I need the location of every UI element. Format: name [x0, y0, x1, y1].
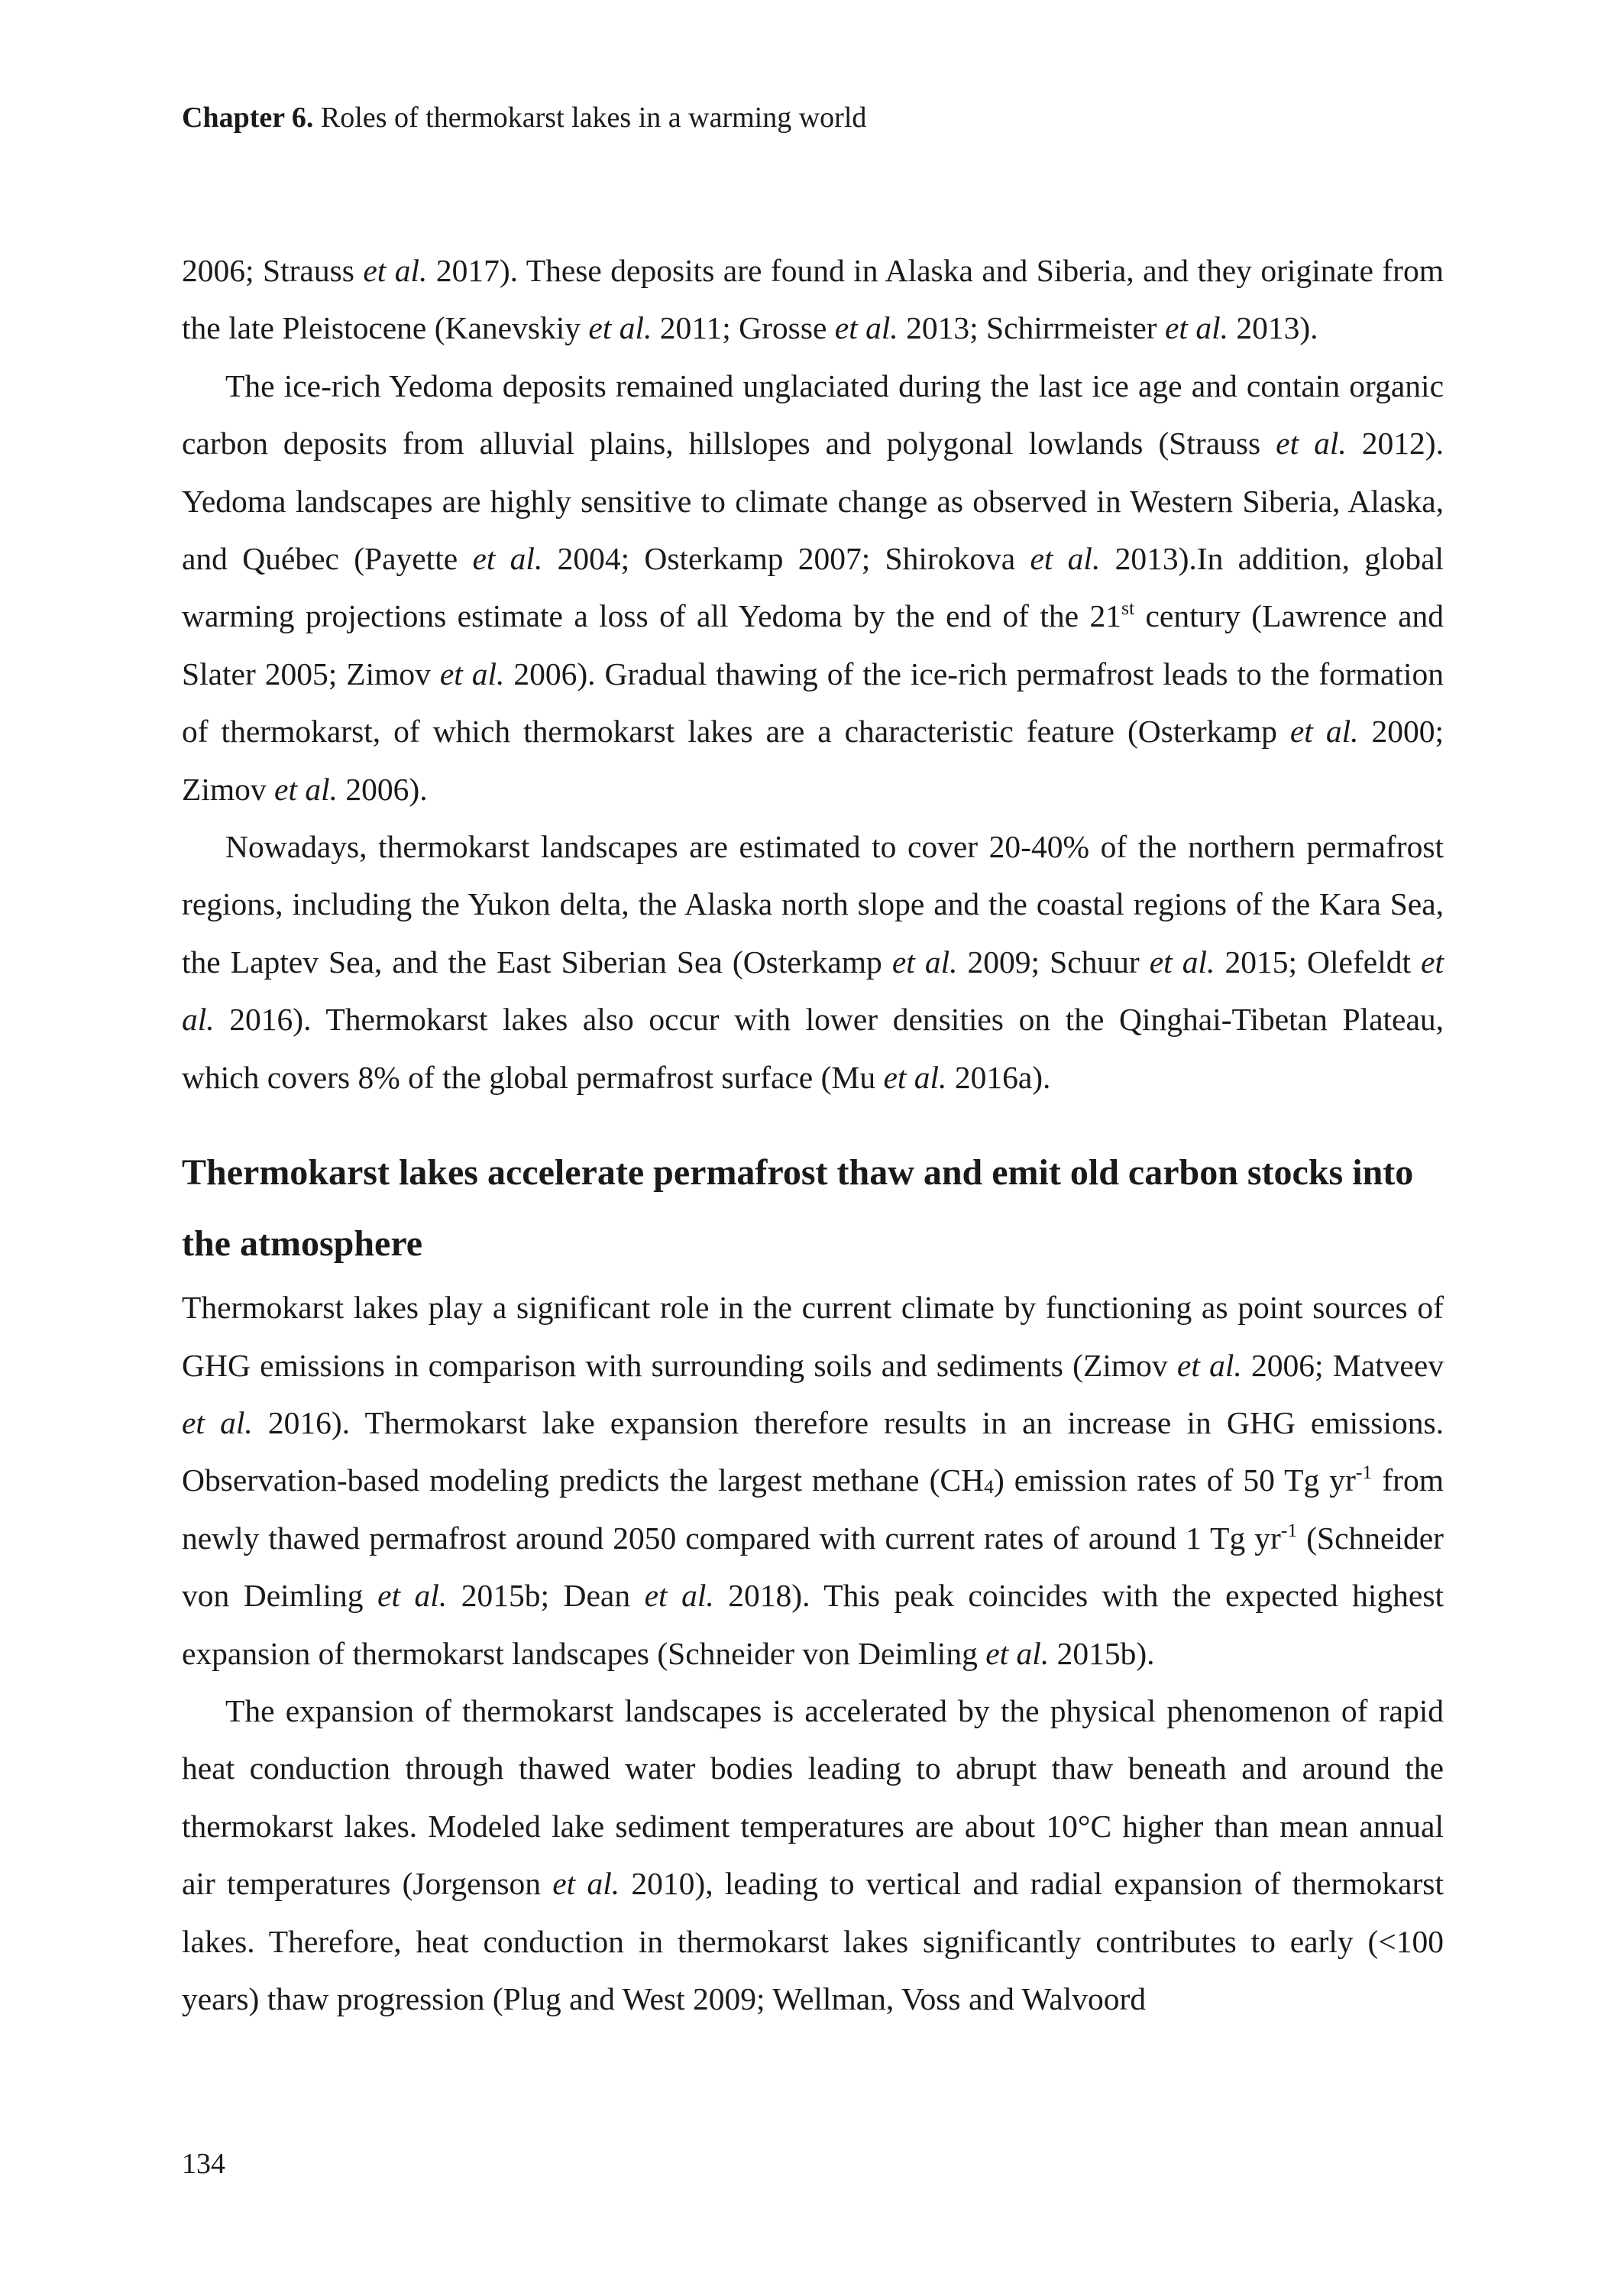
paragraph-3: Nowadays, thermokarst landscapes are estimated to cover 20-40% of the northern permafrost regions, including the Yukon delta, the Alaska north slope and the coastal regions of the Kara Sea, the Laptev Sea, and the East Siberian Sea (Osterkamp et al. 2009; Schuur et al. 2015; Olefeldt et al. 2016). Thermokarst lakes also occur with lower densities on the Qinghai-Tibetan Plateau, which covers 8% of the global permafrost surface (Mu et al. 2016a).: [182, 829, 1444, 1095]
paragraph-2: The ice-rich Yedoma deposits remained unglaciated during the last ice age and contain organic carbon deposits from alluvial plains, hillslopes and polygonal lowlands (Strauss et al. 2012). Yedoma landscapes are highly sensitive to climate change as observed in Western Siberia, Alaska, and Québec (Payette et al. 2004; Osterkamp 2007; Shirokova et al. 2013).In addition, global warming projections estimate a loss of all Yedoma by the end of the 21st century (Lawrence and Slater 2005; Zimov et al. 2006). Gradual thawing of the ice-rich permafrost leads to the formation of thermokarst, of which thermokarst lakes are a characteristic feature (Osterkamp et al. 2000; Zimov et al. 2006).: [182, 368, 1444, 807]
chapter-title: Roles of thermokarst lakes in a warming world: [320, 102, 867, 134]
chapter-label: Chapter 6.: [182, 102, 314, 134]
section-heading: Thermokarst lakes accelerate permafrost thaw and emit old carbon stocks into the atmosphere: [182, 1152, 1414, 1265]
paragraph-4: Thermokarst lakes play a significant role in the current climate by functioning as point sources of GHG emissions in comparison with surrounding soils and sediments (Zimov et al. 2006; Matveev et al. 2016). Thermokarst lake expansion therefore results in an increase in GHG emissions. Observation-based modeling predicts the largest methane $(CH_4)$ emission rates of 50 Tg $yr^{-1}$ from newly thawed permafrost around 2050 compared with current rates of around 1 Tg $yr^{-1}$ (Schneider von Deimling et al. 2015b; Dean et al. 2018). This peak coincides with the expected highest expansion of thermokarst landscapes (Schneider von Deimling et al. 2015b).: [182, 1290, 1444, 1671]
running-header: [182, 101, 866, 136]
paragraph-5: The expansion of thermokarst landscapes is accelerated by the physical phenomenon of rapid heat conduction through thawed water bodies leading to abrupt thaw beneath and around the thermokarst lakes. Modeled lake sediment temperatures are about 10°C higher than mean annual air temperatures (Jorgenson et al. 2010), leading to vertical and radial expansion of thermokarst lakes. Therefore, heat conduction in thermokarst lakes significantly contributes to early (<100 years) thaw progression (Plug and West 2009; Wellman, Voss and Walvoord: [182, 1692, 1444, 2016]
body-text: [182, 242, 1444, 2028]
page-number: 134: [182, 2148, 225, 2180]
paragraph-1: 2006; Strauss et al. 2017). These deposits are found in Alaska and Siberia, and they originate from the late Pleistocene (Kanevskiy et al. 2011; Grosse et al. 2013; Schirrmeister et al. 2013).: [182, 253, 1444, 346]
